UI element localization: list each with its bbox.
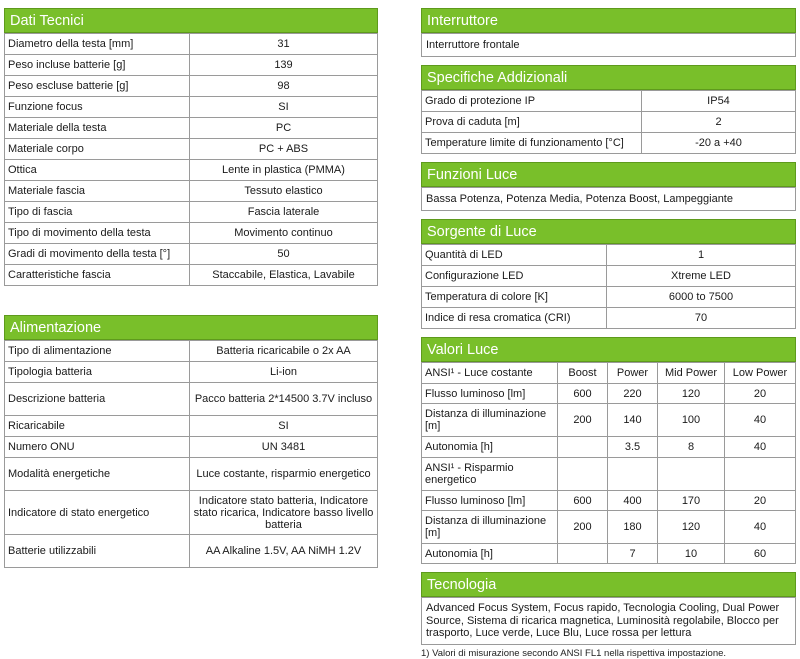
table-row [5, 202, 378, 223]
section-dati-tecnici [4, 8, 378, 286]
tecnologia-text: Advanced Focus System, Focus rapido, Tecnologia Cooling, Dual Power Source, Sistema di ricarica magnetica, Luminosità regolabile, Blocco per trasporto, Luce verde, Luce Blu, Luce rossa per lettura [422, 598, 796, 645]
cell-value [658, 458, 725, 491]
table-row [422, 511, 796, 544]
row-label: Peso escluse batterie [g] [5, 76, 190, 97]
row-label: Prova di caduta [m] [422, 112, 642, 133]
row-value: 139 [190, 55, 378, 76]
table-row [422, 133, 796, 154]
section-interruttore [421, 8, 796, 57]
interruttore-table [421, 33, 796, 57]
row-value: 6000 to 7500 [607, 287, 796, 308]
funzioni-table [421, 187, 796, 211]
table-row [5, 55, 378, 76]
row-label: Funzione focus [5, 97, 190, 118]
row-value: Li-ion [190, 362, 378, 383]
row-label: Modalità energetiche [5, 458, 190, 491]
section-title: Interruttore [421, 8, 796, 33]
table-row [422, 91, 796, 112]
row-label: Gradi di movimento della testa [°] [5, 244, 190, 265]
table-row [422, 112, 796, 133]
row-value: Pacco batteria 2*14500 3.7V incluso [190, 383, 378, 416]
row-label: Flusso luminoso [lm] [422, 491, 558, 511]
row-value: Fascia laterale [190, 202, 378, 223]
row-value: Batteria ricaricabile o 2x AA [190, 341, 378, 362]
cell-value: 60 [725, 544, 796, 564]
table-row [422, 287, 796, 308]
table-row [5, 362, 378, 383]
left-column [4, 8, 378, 568]
section-valori-luce [421, 337, 796, 564]
sorgente-table [421, 244, 796, 329]
table-row [5, 97, 378, 118]
table-row [5, 265, 378, 286]
section-title: Sorgente di Luce [421, 219, 796, 244]
row-value: 1 [607, 245, 796, 266]
row-label: Materiale corpo [5, 139, 190, 160]
cell-value: 140 [608, 404, 658, 437]
row-value: Staccabile, Elastica, Lavabile [190, 265, 378, 286]
table-row [5, 139, 378, 160]
table-row [422, 404, 796, 437]
dati-tecnici-table [4, 33, 378, 286]
interruttore-text: Interruttore frontale [422, 34, 796, 57]
cell-value: 200 [558, 511, 608, 544]
row-label: Temperatura di colore [K] [422, 287, 607, 308]
row-value: UN 3481 [190, 437, 378, 458]
table-header-row [422, 363, 796, 384]
row-value: Xtreme LED [607, 266, 796, 287]
column-header: Boost [558, 363, 608, 384]
row-value: 31 [190, 34, 378, 55]
cell-value: 200 [558, 404, 608, 437]
cell-value: 40 [725, 511, 796, 544]
table-row [422, 437, 796, 458]
section-title: Tecnologia [421, 572, 796, 597]
cell-value: 120 [658, 384, 725, 404]
cell-value: 400 [608, 491, 658, 511]
row-label: Indice di resa cromatica (CRI) [422, 308, 607, 329]
cell-value: 100 [658, 404, 725, 437]
row-label: Tipo di movimento della testa [5, 223, 190, 244]
row-label: Distanza di illuminazione [m] [422, 404, 558, 437]
row-value: AA Alkaline 1.5V, AA NiMH 1.2V [190, 535, 378, 568]
row-value: Luce costante, risparmio energetico [190, 458, 378, 491]
row-label: Tipo di alimentazione [5, 341, 190, 362]
table-row [422, 266, 796, 287]
row-label: Ottica [5, 160, 190, 181]
tecnologia-table [421, 597, 796, 645]
table-row [5, 341, 378, 362]
table-row [5, 34, 378, 55]
column-header: Power [608, 363, 658, 384]
footnote: 1) Valori di misurazione secondo ANSI FL1 nella rispettiva impostazione. [421, 647, 727, 659]
section-title: Funzioni Luce [421, 162, 796, 187]
table-row [5, 458, 378, 491]
section-title: Alimentazione [4, 315, 378, 340]
cell-value: 7 [608, 544, 658, 564]
specifiche-table [421, 90, 796, 154]
right-column [421, 8, 796, 659]
column-header: Low Power [725, 363, 796, 384]
column-header: ANSI¹ - Luce costante [422, 363, 558, 384]
row-label: Flusso luminoso [lm] [422, 384, 558, 404]
cell-value: 20 [725, 384, 796, 404]
table-row [422, 245, 796, 266]
row-label: Tipo di fascia [5, 202, 190, 223]
table-row [5, 416, 378, 437]
row-value: IP54 [642, 91, 796, 112]
row-label: Numero ONU [5, 437, 190, 458]
table-row [422, 544, 796, 564]
row-value: 98 [190, 76, 378, 97]
row-label: Materiale della testa [5, 118, 190, 139]
row-label: Tipologia batteria [5, 362, 190, 383]
table-row [5, 244, 378, 265]
table-row [5, 223, 378, 244]
cell-value: 10 [658, 544, 725, 564]
cell-value [608, 458, 658, 491]
row-value: 2 [642, 112, 796, 133]
cell-value: 40 [725, 437, 796, 458]
cell-value [725, 458, 796, 491]
row-label: Autonomia [h] [422, 437, 558, 458]
cell-value: 120 [658, 511, 725, 544]
row-label: Autonomia [h] [422, 544, 558, 564]
row-label: ANSI¹ - Risparmio energetico [422, 458, 558, 491]
table-row [422, 458, 796, 491]
cell-value: 20 [725, 491, 796, 511]
row-label: Peso incluse batterie [g] [5, 55, 190, 76]
table-row [5, 383, 378, 416]
table-row [5, 76, 378, 97]
section-tecnologia [421, 572, 796, 659]
row-value: SI [190, 416, 378, 437]
row-label: Grado di protezione IP [422, 91, 642, 112]
cell-value: 170 [658, 491, 725, 511]
row-value: Indicatore stato batteria, Indicatore stato ricarica, Indicatore basso livello batteria [190, 491, 378, 535]
cell-value: 180 [608, 511, 658, 544]
row-label: Ricaricabile [5, 416, 190, 437]
valori-luce-table [421, 362, 796, 564]
row-value: SI [190, 97, 378, 118]
section-sorgente-di-luce [421, 219, 796, 329]
row-label: Indicatore di stato energetico [5, 491, 190, 535]
row-label: Diametro della testa [mm] [5, 34, 190, 55]
cell-value: 600 [558, 491, 608, 511]
section-title: Dati Tecnici [4, 8, 378, 33]
row-value: 50 [190, 244, 378, 265]
table-row [5, 160, 378, 181]
cell-value: 600 [558, 384, 608, 404]
row-label: Batterie utilizzabili [5, 535, 190, 568]
cell-value [558, 458, 608, 491]
section-title: Valori Luce [421, 337, 796, 362]
cell-value: 3.5 [608, 437, 658, 458]
row-label: Caratteristiche fascia [5, 265, 190, 286]
table-row [5, 535, 378, 568]
row-value: Tessuto elastico [190, 181, 378, 202]
row-label: Descrizione batteria [5, 383, 190, 416]
section-specifiche-addizionali [421, 65, 796, 154]
table-row [422, 491, 796, 511]
cell-value: 40 [725, 404, 796, 437]
table-row [422, 308, 796, 329]
funzioni-text: Bassa Potenza, Potenza Media, Potenza Boost, Lampeggiante [422, 188, 796, 211]
alimentazione-table [4, 340, 378, 568]
table-row [5, 118, 378, 139]
row-label: Temperature limite di funzionamento [°C] [422, 133, 642, 154]
row-label: Distanza di illuminazione [m] [422, 511, 558, 544]
table-row [5, 181, 378, 202]
row-label: Materiale fascia [5, 181, 190, 202]
table-row [5, 437, 378, 458]
section-title: Specifiche Addizionali [421, 65, 796, 90]
row-value: -20 a +40 [642, 133, 796, 154]
cell-value [558, 437, 608, 458]
section-alimentazione [4, 315, 378, 568]
cell-value [558, 544, 608, 564]
row-label: Configurazione LED [422, 266, 607, 287]
column-header: Mid Power [658, 363, 725, 384]
row-value: 70 [607, 308, 796, 329]
row-value: Movimento continuo [190, 223, 378, 244]
row-value: PC + ABS [190, 139, 378, 160]
table-row [5, 491, 378, 535]
cell-value: 220 [608, 384, 658, 404]
row-value: Lente in plastica (PMMA) [190, 160, 378, 181]
row-label: Quantità di LED [422, 245, 607, 266]
section-funzioni-luce [421, 162, 796, 211]
row-value: PC [190, 118, 378, 139]
cell-value: 8 [658, 437, 725, 458]
table-row [422, 384, 796, 404]
